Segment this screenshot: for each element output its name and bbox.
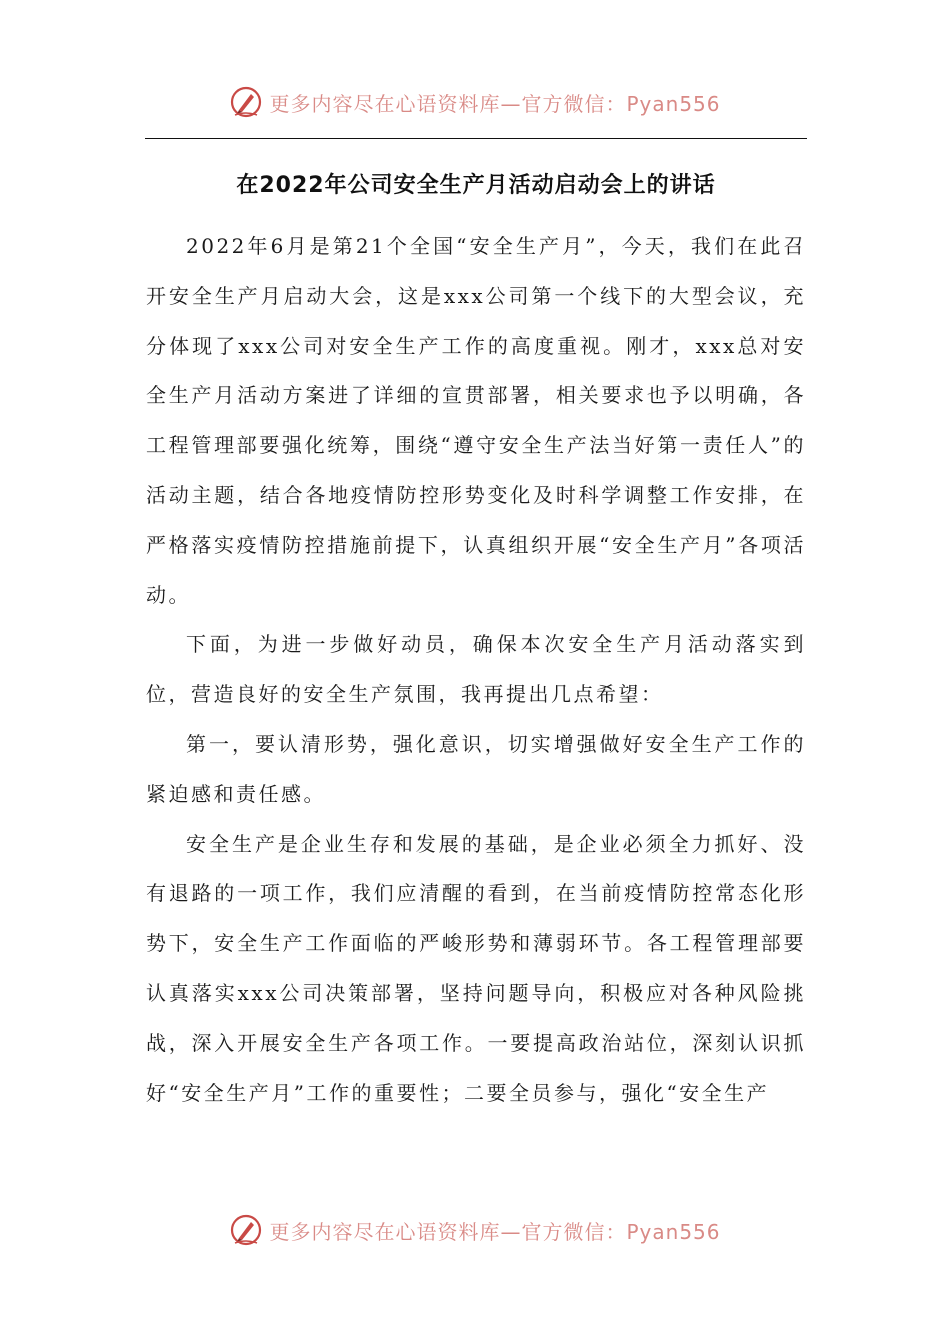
footer-separator: —: [500, 1219, 522, 1244]
header-wechat-label: 官方微信：: [521, 91, 627, 116]
footer-wechat-id: Pyan556: [626, 1219, 721, 1244]
footer-brand: 更多内容尽在心语资料库: [269, 1219, 501, 1244]
paragraph: 安全生产是企业生存和发展的基础，是企业必须全力抓好、没有退路的一项工作，我们应清醒的看到，在当前疫情防控常态化形势下，安全生产工作面临的严峻形势和薄弱环节。各工程管理部要认真落实xxx公司决策部署，坚持问题导向，积极应对各种风险挑战，深入开展安全生产各项工作。一要提高政治站位，深刻认识抓好“安全生产月”工作的重要性；二要全员参与，强化“安全生产: [146, 831, 806, 1105]
document-body: [146, 222, 806, 1118]
header-brand: 更多内容尽在心语资料库: [269, 91, 501, 116]
pen-logo-icon: [229, 85, 263, 119]
header-separator: —: [500, 91, 522, 116]
document-title: 在2022年公司安全生产月活动启动会上的讲话: [236, 173, 716, 198]
header-banner-text: [269, 88, 720, 117]
footer-banner-text: [269, 1216, 720, 1245]
paragraph: 2022年6月是第21个全国“安全生产月”，今天，我们在此召开安全生产月启动大会，这是xxx公司第一个线下的大型会议，充分体现了xxx公司对安全生产工作的高度重视。刚才，xxx总对安全生产月活动方案进了详细的宣贯部署，相关要求也予以明确，各工程管理部要强化统筹，围绕“遵守安全生产法当好第一责任人”的活动主题，结合各地疫情防控形势变化及时科学调整工作安排，在严格落实疫情防控措施前提下，认真组织开展“安全生产月”各项活动。: [146, 234, 806, 607]
header-divider: [145, 138, 807, 139]
page-footer-banner: [0, 1210, 950, 1250]
header-wechat-id: Pyan556: [626, 91, 721, 116]
page-header-banner: [0, 82, 950, 122]
pen-logo-icon: [229, 1213, 263, 1247]
paragraph: 下面，为进一步做好动员，确保本次安全生产月活动落实到位，营造良好的安全生产氛围，我再提出几点希望：: [146, 632, 806, 707]
footer-wechat-label: 官方微信：: [521, 1219, 627, 1244]
paragraph: 第一，要认清形势，强化意识，切实增强做好安全生产工作的紧迫感和责任感。: [146, 731, 806, 806]
